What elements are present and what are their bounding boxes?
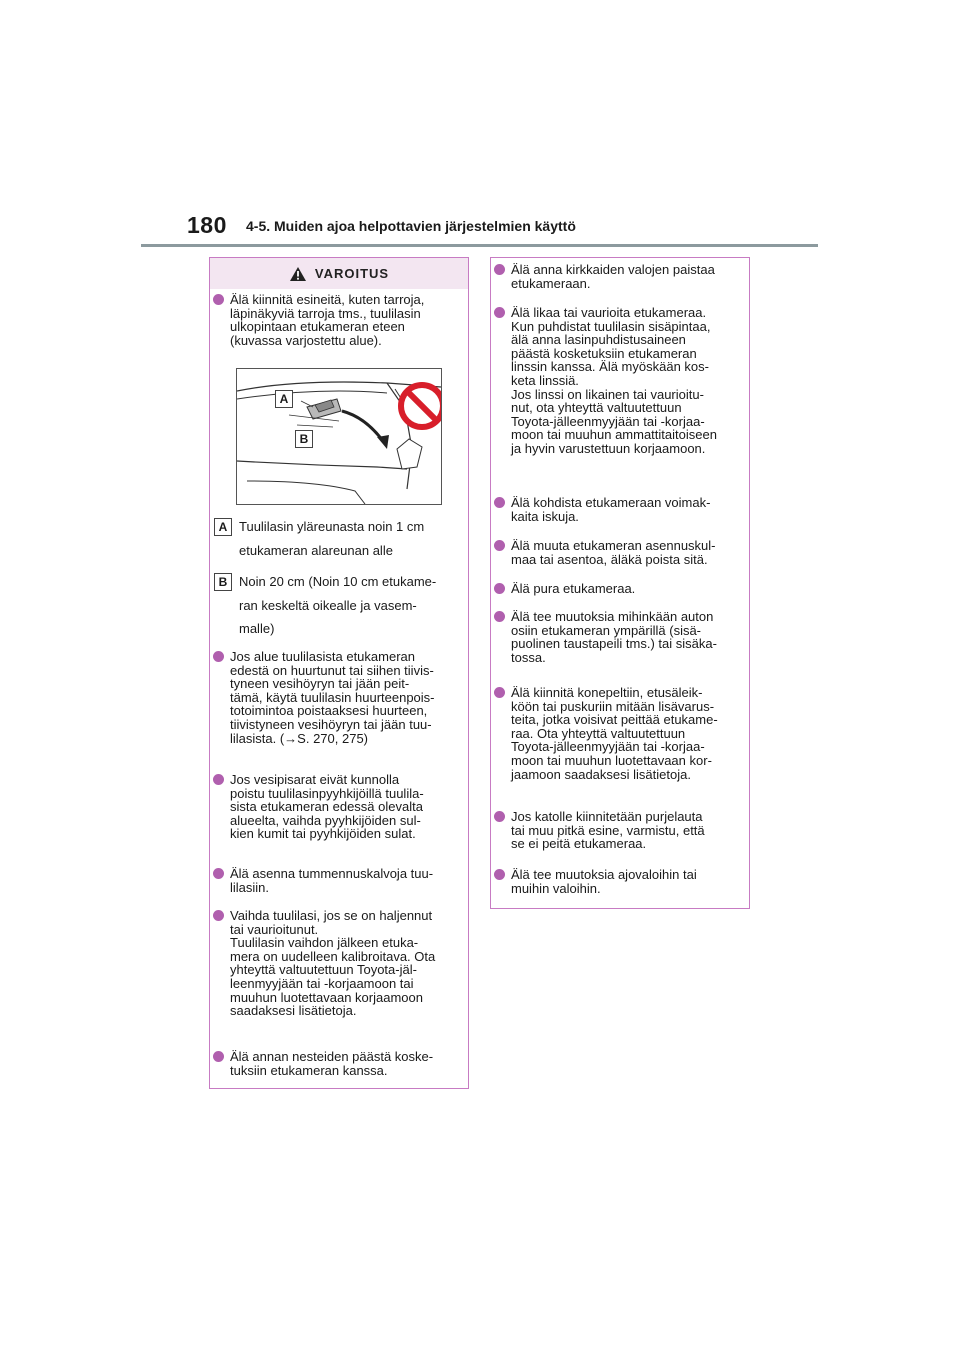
list-item-text: Älä kohdista etukameraan voimak- kaita iskuja. (511, 495, 711, 524)
list-item-text: Älä tee muutoksia mihinkään auton osiin etukameran ympärillä (sisä- puolinen taustapeili tms.) tai sisäka- tossa. (511, 609, 717, 665)
bullet-icon (494, 307, 505, 318)
list-item-text: Vaihda tuulilasi, jos se on haljennut tai vaurioitunut. Tuulilasin vaihdon jälkeen etuka- mera on uudelleen kalibroitava. Ota yhteyttä valtuutettuun Toyota-jäl- leenmyyjään tai -korjaamoon tai muuhun luotettavaan korjaamoon saadaksesi lisätietoja. (230, 908, 436, 1019)
legend-b-line3: malle) (239, 621, 275, 636)
bullet-icon (494, 687, 505, 698)
list-item-text: Älä likaa tai vaurioita etukameraa. Kun puhdistat tuulilasin sisäpintaa, älä anna lasinpuhdistusaineen päästä kosketuksiin etukameran linssin kanssa. Älä myöskään kos- keta linssiä. Jos linssi on likainen tai vaurioitu- nut, ota yhteyttä valtuutettuun Toyota-jälleenmyyjään tai -korjaa- moon tai muuhun ammattitaitoiseen ja hyvin varustettuun korjaamoon. (511, 305, 717, 456)
bullet-icon (494, 540, 505, 551)
bullet-icon (494, 811, 505, 822)
list-item-text: Älä tee muutoksia ajovaloihin tai muihin valoihin. (511, 867, 697, 896)
page-number: 180 (187, 212, 227, 238)
list-item (494, 496, 746, 523)
list-item (494, 610, 746, 664)
legend-key-a: A (214, 518, 232, 536)
figure-label-a: A (275, 390, 293, 408)
section-title: 4-5. Muiden ajoa helpottavien järjestelmien käyttö (246, 218, 576, 234)
warning-intro-text: Älä kiinnitä esineitä, kuten tarroja, läpinäkyviä tarroja tms., tuulilasin ulkopintaan etukameran eteen (kuvassa varjostettu alue). (230, 292, 425, 348)
legend-key-b: B (214, 573, 232, 591)
list-item-text: Älä pura etukameraa. (511, 581, 636, 596)
list-item (213, 650, 465, 745)
list-item (494, 582, 746, 596)
bullet-icon (213, 1051, 224, 1062)
bullet-icon (213, 910, 224, 921)
list-item (494, 539, 746, 566)
list-item (494, 868, 746, 895)
list-item (213, 773, 465, 841)
list-item (494, 810, 746, 851)
list-item (494, 686, 746, 781)
bullet-icon (494, 611, 505, 622)
list-item-text: Älä annan nesteiden päästä koske- tuksiin etukameran kanssa. (230, 1049, 434, 1078)
list-item-text: Älä kiinnitä konepeltiin, etusäleik- köön tai puskuriin mitään lisävarus- teita, jotka voisivat peittää etukame- raa. Ota yhteyttä valtuutettuun Toyota-jälleenmyyjään tai -korjaa- moon tai muuhun luotettavaan kor- jaamoon saadaksesi lisätietoja. (511, 685, 718, 782)
list-item-text: Jos vesipisarat eivät kunnolla poistu tuulilasinpyyhkijöillä tuulila- sista etukameran edessä olevalta alueelta, vaihda pyyhkijöiden sul- kien kumit tai pyyhkijöiden sulat. (230, 772, 424, 842)
legend-a-line1: Tuulilasin yläreunasta noin 1 cm (239, 519, 425, 534)
list-item (213, 1050, 465, 1077)
legend-a-line2: etukameran alareunan alle (239, 543, 393, 558)
bullet-icon (494, 583, 505, 594)
list-item (494, 263, 746, 290)
windshield-illustration (237, 369, 441, 504)
warning-label: VAROITUS (314, 266, 390, 281)
legend-b-line2: ran keskeltä oikealle ja vasem- (239, 598, 417, 613)
windshield-camera-figure (236, 368, 442, 505)
list-item (213, 909, 465, 1018)
bullet-icon (494, 497, 505, 508)
list-item-text: Jos alue tuulilasista etukameran edestä on huurtunut tai siihen tiivis- tyneen vesihöyryn tai jään peit- tämä, käytä tuulilasin huurteenpois- totoimintoa poistaaksesi huurteen, tiivistyneen vesihöyryn tai jään tuu- lilasista. (→S. 270, 275) (230, 649, 435, 746)
list-item (494, 306, 746, 456)
bullet-icon (213, 294, 224, 305)
warning-triangle-icon (289, 266, 307, 282)
list-item-text: Älä asenna tummennuskalvoja tuu- lilasiin. (230, 866, 434, 895)
legend-b-line1: Noin 20 cm (Noin 10 cm etukame- (239, 574, 437, 589)
bullet-icon (213, 774, 224, 785)
list-item-text: Älä muuta etukameran asennuskul- maa tai asentoa, äläkä poista sitä. (511, 538, 716, 567)
warning-intro (213, 293, 463, 347)
warning-header (210, 258, 468, 289)
header-rule (141, 244, 818, 247)
list-item-text: Jos katolle kiinnitetään purjelauta tai muu pitkä esine, varmistu, että se ei peitä etukameraa. (511, 809, 705, 852)
bullet-icon (213, 651, 224, 662)
list-item-text: Älä anna kirkkaiden valojen paistaa etukameraan. (511, 262, 715, 291)
bullet-icon (213, 868, 224, 879)
bullet-icon (494, 264, 505, 275)
list-item (213, 867, 465, 894)
bullet-icon (494, 869, 505, 880)
figure-label-b: B (295, 430, 313, 448)
